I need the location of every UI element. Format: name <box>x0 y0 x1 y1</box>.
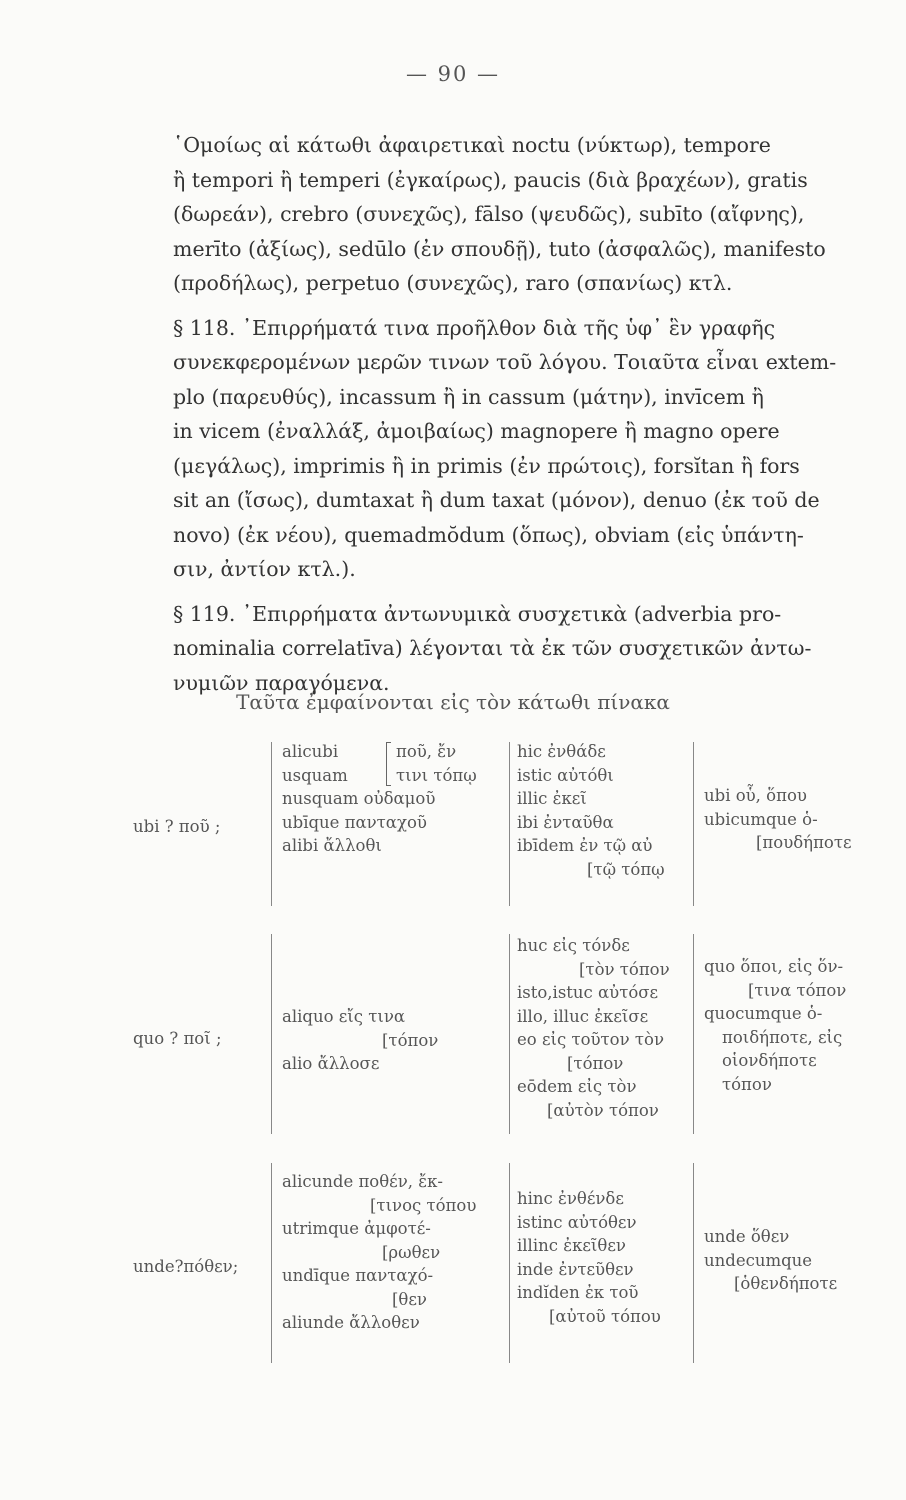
table-entry: illo, illuc ἐκεῖσε <box>517 1006 649 1026</box>
table-entry: aliquo εἴς τινα <box>282 1007 406 1026</box>
table-entry: [τὸν τόπον <box>579 959 670 979</box>
text-line: plo (παρευθύς), incassum ἢ in cassum (μάτην), invīcem ἢ <box>173 384 764 409</box>
table-entry: hinc ἐνθένδε <box>517 1189 624 1208</box>
table-entry: [τῷ τόπῳ <box>587 859 665 879</box>
row-label-ubi: ubi ? ποῦ ; <box>133 817 221 836</box>
table-entry: usquam <box>282 765 348 785</box>
text-line: (δωρεάν), crebro (συνεχῶς), fālso (ψευδῶς), subīto (αἴφνης), <box>173 202 805 226</box>
row-label-unde: unde?πόθεν; <box>133 1257 239 1276</box>
page-number: — 90 — <box>405 62 501 86</box>
table-entry: istic αὐτόθι <box>517 765 614 785</box>
text-line: ἢ tempori ἢ temperi (ἐγκαίρως), paucis (διὰ βραχέων), gratis <box>173 167 808 192</box>
table-entry: ποῦ, ἔν <box>396 742 457 761</box>
text-line: novo) (ἐκ νέου), quemadmŏdum (ὅπως), obviam (εἰς ὑπάντη- <box>173 522 804 547</box>
paragraph-section-118 <box>133 311 873 587</box>
table-entry: τινι τόπῳ <box>396 765 477 785</box>
column-divider <box>271 1163 272 1363</box>
text-line: νυμιῶν παραγόμενα. <box>173 670 390 695</box>
table-entry: ubīque πανταχοῦ <box>282 812 427 832</box>
table-entry: [τινα τόπον <box>748 980 847 1000</box>
table-entry: eōdem εἰς τὸν <box>517 1077 637 1096</box>
table-entry: alicubi <box>282 742 339 761</box>
quo-indefinite-cell <box>282 1005 438 1076</box>
table-entry: nusquam οὐδαμοῦ <box>282 789 436 808</box>
column-divider <box>509 934 510 1134</box>
text-line: § 118. ᾿Επιρρήματά τινα προῆλθον διὰ τῆς ὑφ᾿ ἓν γραφῆς <box>173 315 776 340</box>
table-entry: [ὁθενδήποτε <box>734 1274 838 1293</box>
table-entry: ubi οὗ, ὅπου <box>704 786 807 805</box>
column-divider <box>693 934 694 1134</box>
unde-demonstrative-cell <box>517 1187 661 1328</box>
table-entry: [αὐτὸν τόπον <box>547 1100 659 1120</box>
brace-mark <box>386 742 391 786</box>
row-label-quo: quo ? ποῖ ; <box>133 1029 222 1048</box>
table-entry: quocumque ὁ- <box>704 1004 823 1023</box>
unde-indefinite-cell <box>282 1170 476 1335</box>
table-entry: inde ἐντεῦθεν <box>517 1259 634 1279</box>
column-divider <box>509 1163 510 1363</box>
table-entry: [τινος τόπου <box>370 1195 477 1215</box>
table-entry: undecumque <box>704 1250 813 1270</box>
table-entry: [ρωθεν <box>382 1242 441 1262</box>
table-entry: ubicumque ὁ- <box>704 809 818 829</box>
table-entry: aliunde ἄλλοθεν <box>282 1313 420 1332</box>
table-entry: οἱονδήποτε <box>722 1051 817 1070</box>
table-entry: quo ὅποι, εἰς ὅν- <box>704 957 844 976</box>
table-entry: illinc ἐκεῖθεν <box>517 1236 626 1255</box>
text-line: nominalia correlatīva) λέγονται τὰ ἐκ τῶν συσχετικῶν ἀντω- <box>173 636 812 660</box>
text-line: sit an (ἴσως), dumtaxat ἢ dum taxat (μόνον), denuo (ἐκ τοῦ de <box>173 488 820 512</box>
paragraph-section-119 <box>133 597 873 701</box>
table-entry: ποιδήποτε, εἰς <box>722 1027 843 1047</box>
body-text <box>133 128 873 700</box>
text-line: συνεκφερομένων μερῶν τινων τοῦ λόγου. Τοιαῦτα εἶναι extem- <box>173 350 837 374</box>
table-entry: alibi ἄλλοθι <box>282 836 382 855</box>
table-entry: τόπον <box>722 1074 772 1094</box>
text-line: § 119. ᾿Επιρρήματα ἀντωνυμικὰ συσχετικὰ (adverbia pro- <box>173 601 782 626</box>
text-line: merīto (ἀξίως), sedūlo (ἐν σπουδῇ), tuto (ἀσφαλῶς), manifesto <box>173 236 826 261</box>
ubi-demonstrative-cell <box>517 740 665 881</box>
text-line: σιν, ἀντίον κτλ.). <box>173 557 356 581</box>
ubi-relative-cell <box>704 784 852 855</box>
table-entry: alio ἄλλοσε <box>282 1054 380 1073</box>
table-entry: ibīdem ἐν τῷ αὐ <box>517 836 653 855</box>
text-line: in vicem (ἐναλλάξ, ἀμοιβαίως) magnopere ἢ magno opere <box>173 419 780 443</box>
text-line: ῾Ομοίως αἱ κάτωθι ἀφαιρετικαὶ noctu (νύκτωρ), tempore <box>173 133 771 157</box>
column-divider <box>693 1163 694 1363</box>
column-divider <box>271 742 272 906</box>
table-entry: [θεν <box>392 1289 427 1309</box>
table-entry: isto,istuc αὐτόσε <box>517 983 659 1002</box>
table-caption: Ταῦτα ἐμφαίνονται εἰς τὸν κάτωθι πίνακα <box>236 690 670 714</box>
quo-relative-cell <box>704 955 846 1096</box>
text-line: (μεγάλως), imprimis ἢ in primis (ἐν πρώτοις), forsĭtan ἢ fors <box>173 453 800 478</box>
table-entry: [τόπον <box>567 1053 624 1073</box>
table-entry: utrimque ἀμφοτέ- <box>282 1219 431 1238</box>
column-divider <box>271 934 272 1134</box>
column-divider <box>693 742 694 906</box>
table-entry: alicunde ποθέν, ἔκ- <box>282 1172 443 1191</box>
paragraph-adverbs-ablative <box>133 128 873 301</box>
table-entry: huc εἰς τόνδε <box>517 936 630 955</box>
table-entry: [τόπον <box>382 1030 439 1050</box>
table-entry: hic ἐνθάδε <box>517 742 606 761</box>
table-entry: istinc αὐτόθεν <box>517 1212 637 1232</box>
unde-relative-cell <box>704 1225 837 1296</box>
table-entry: unde ὅθεν <box>704 1227 790 1246</box>
column-divider <box>509 742 510 906</box>
table-entry: ibi ἐνταῦθα <box>517 812 614 832</box>
table-entry: undīque πανταχό- <box>282 1266 434 1285</box>
quo-demonstrative-cell <box>517 934 670 1122</box>
table-entry: indĭden ἐκ τοῦ <box>517 1283 639 1302</box>
ubi-brace-gloss <box>396 740 477 787</box>
table-entry: eo εἰς τοῦτον τὸν <box>517 1030 664 1049</box>
table-entry: [αὐτοῦ τόπου <box>549 1306 661 1326</box>
text-line: (προδήλως), perpetuo (συνεχῶς), raro (σπανίως) κτλ. <box>173 271 733 295</box>
table-entry: [πουδήποτε <box>756 833 852 852</box>
table-entry: illic ἐκεῖ <box>517 789 587 808</box>
